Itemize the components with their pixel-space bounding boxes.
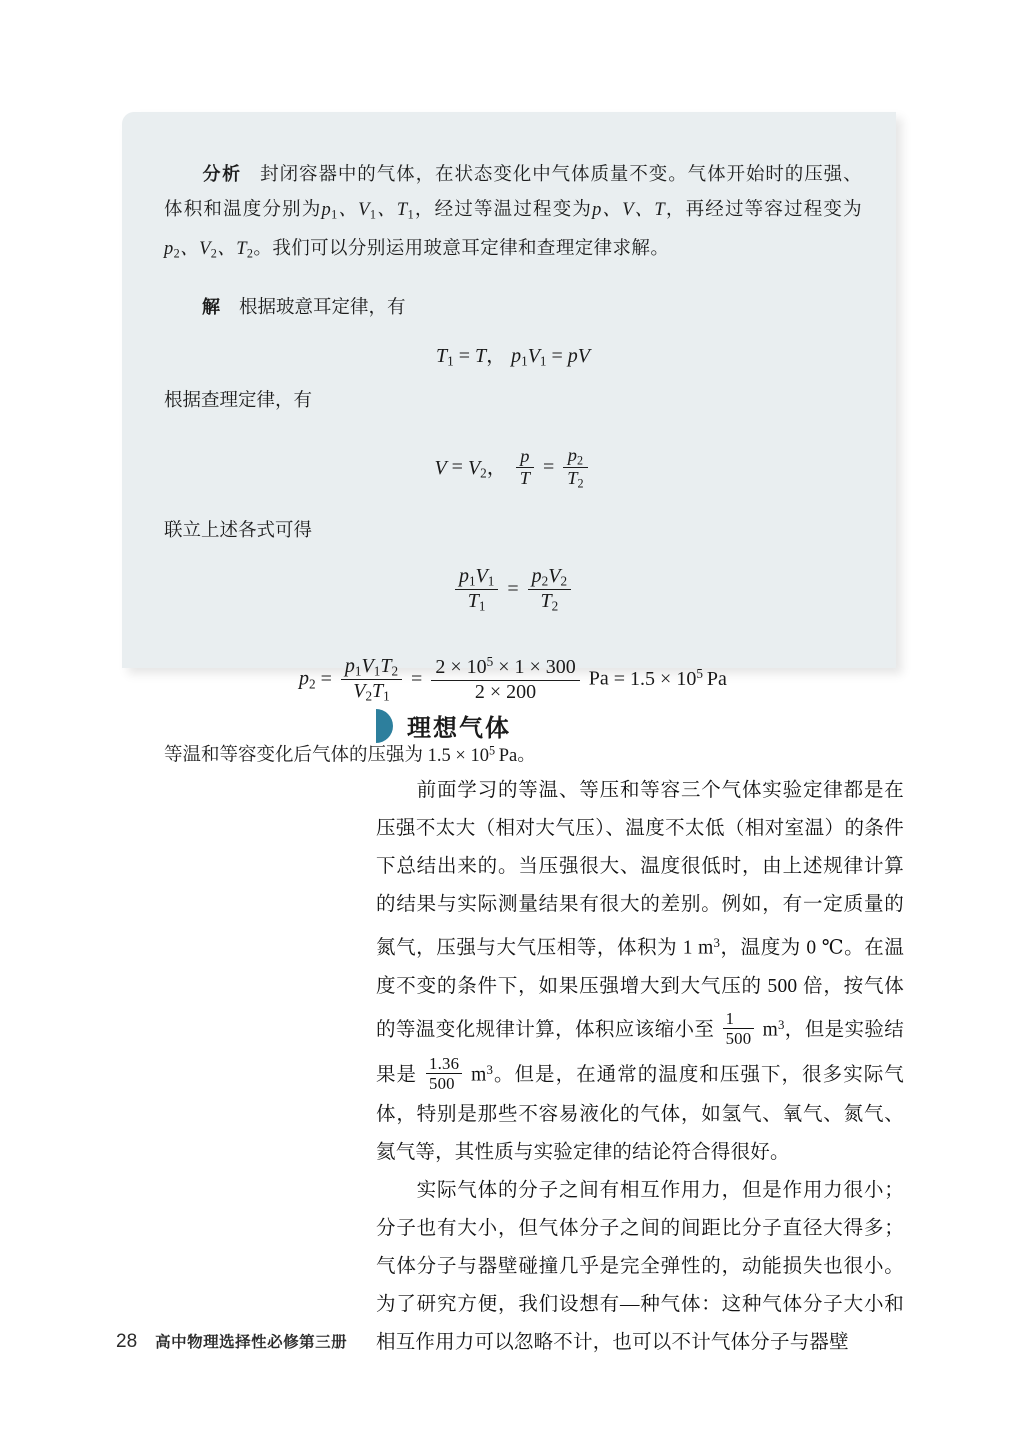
section-title: 理想气体: [407, 715, 511, 742]
equation-3: [164, 566, 862, 616]
solution-text-1: 根据玻意耳定律，有: [239, 297, 406, 318]
section-heading: [376, 708, 511, 743]
analysis-symbols-2: p、V、T: [592, 199, 666, 220]
inline-fraction: [426, 1054, 462, 1094]
paragraph-ideal-gas-intro: [376, 772, 904, 1172]
analysis-symbols-3: $p_2$、$V_2$、$T_2$: [164, 238, 254, 261]
superscript-exponent: 3: [486, 1062, 494, 1077]
analysis-text-4: 。我们可以分别运用玻意耳定律和查理定律求解。: [253, 238, 670, 259]
analysis-text-3: ，再经过等容过程变为: [665, 199, 862, 220]
equation-1: [164, 339, 862, 370]
equation-1-content: $T_1 = T$， $p_1V_1$ = pV: [435, 344, 591, 369]
text-run: 。但是，在通常的温度和压强下，很多实际气体，特别是那些不容易液化的气体，如氢气、氧气、氮气、氦气等，其性质与实验定律的结论符合得很好。: [376, 1064, 904, 1163]
conclusion-suffix: 。: [517, 745, 536, 766]
solution-line-1: [164, 290, 862, 325]
equation-3-content: $\frac{p_1V_1}{T_1}$ = $\frac{p_2V_2}{T_2}$: [451, 566, 575, 616]
page-footer: [116, 1330, 347, 1353]
fraction-denominator: 500: [725, 1029, 752, 1049]
half-disc-marker-icon: [376, 709, 393, 743]
solution-line-3: [164, 514, 862, 548]
equation-4-content: $p_2$ = $\frac{p_1V_1T_2}{V_2T_1}$ = $\frac{2 \times 10^5 \times 1 \times 300}{2 \times 200}$ $Pa = 1.5 \times 10^5$ Pa: [299, 654, 727, 704]
inline-fraction: [723, 1009, 755, 1049]
text-run: 实际气体的分子之间有相互作用力，但是作用力很小；分子也有大小，但气体分子之间的间距比分子直径大得多；气体分子与器壁碰撞几乎是完全弹性的，动能损失也很小。为了研究方便，我们设想有—种气体：这种气体分子大小和相互作用力可以忽略不计，也可以不计气体分子与器壁: [376, 1179, 904, 1353]
solution-text-2: 根据查理定律，有: [164, 390, 313, 411]
analysis-paragraph: [164, 157, 862, 272]
text-run: m: [465, 1064, 487, 1086]
text-run: 前面学习的等温、等压和等容三个气体实验定律都是在压强不太大（相对大气压）、温度不太低（相对室温）的条件下总结出来的。当压强很大、温度很低时，由上述规律计算的结果与实际测量结果有很大的差别。例如，有一定质量的氮气，压强与大气压相等，体积为 1 m: [376, 780, 904, 959]
conclusion-prefix: 等温和等容变化后气体的压强为: [164, 745, 424, 766]
footer-book-title: 高中物理选择性必修第三册: [155, 1334, 348, 1351]
fraction-denominator: 500: [429, 1074, 455, 1094]
superscript-exponent: 3: [777, 1017, 785, 1032]
analysis-text-2: ，经过等温过程变为: [414, 199, 593, 220]
analysis-text-1: 封闭容器中的气体，在状态变化中气体质量不变。气体开始时的压强、体积和温度分别为: [164, 164, 863, 220]
equation-4: [164, 655, 862, 705]
solution-text-3: 联立上述各式可得: [164, 520, 313, 541]
main-text-column: [376, 772, 904, 1362]
text-run: m: [757, 1019, 778, 1041]
equation-2-content: $V = V_2$， $\frac{p}{T}$ = $\frac{p_2}{T_2}$: [434, 446, 591, 492]
equation-2: [164, 446, 862, 492]
fraction-numerator: 1.36: [426, 1054, 462, 1074]
solution-line-2: [164, 384, 862, 418]
fraction-numerator: 1: [723, 1009, 755, 1029]
superscript-exponent: 3: [713, 936, 721, 950]
conclusion-value: $1.5 \times 10^5$ Pa: [423, 743, 518, 766]
text-run: ，但是实验结果是: [376, 1019, 905, 1086]
footer-page-number: 28: [116, 1331, 138, 1352]
analysis-symbols-1: $p_1$、$V_1$、$T_1$: [321, 199, 415, 221]
solution-label: 解: [202, 296, 221, 317]
analysis-label: 分析: [202, 163, 242, 184]
solution-conclusion: [164, 733, 862, 772]
paragraph-real-gas-molecules: [376, 1172, 904, 1362]
text-run: ，温度为 0 ℃。在温度不变的条件下，如果压强增大到大气压的 500 倍，按气体的等温变化规律计算，体积应该缩小至: [376, 937, 905, 1041]
